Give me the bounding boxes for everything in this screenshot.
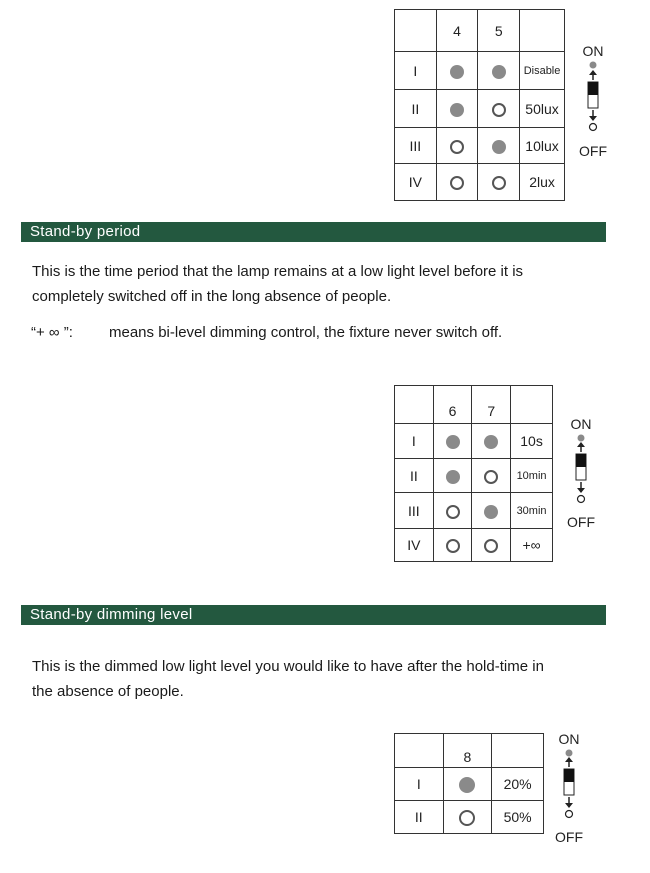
off-circle-icon bbox=[446, 505, 460, 519]
row-value: Disable bbox=[520, 52, 565, 90]
row-value: 20% bbox=[492, 768, 544, 801]
on-dot-icon bbox=[459, 777, 475, 793]
row-label: I bbox=[395, 768, 444, 801]
header-value bbox=[520, 10, 565, 52]
header-switch-8: 8 bbox=[443, 734, 492, 768]
switch-4-state bbox=[436, 90, 478, 128]
header-value bbox=[511, 386, 553, 424]
row-label: IV bbox=[395, 529, 434, 562]
switch-7-state bbox=[472, 529, 511, 562]
row-label: II bbox=[395, 801, 444, 834]
on-dot-icon bbox=[446, 470, 460, 484]
row-value: 10lux bbox=[520, 128, 565, 164]
header-empty bbox=[395, 10, 437, 52]
switch-legend bbox=[573, 42, 613, 160]
switch-7-state bbox=[472, 493, 511, 529]
on-dot-icon bbox=[484, 435, 498, 449]
on-label: ON bbox=[570, 416, 592, 432]
off-label: OFF bbox=[555, 829, 583, 845]
switch-6-state bbox=[433, 424, 472, 459]
row-value: 10min bbox=[511, 459, 553, 493]
section-header-standby-period: Stand-by period bbox=[21, 222, 606, 242]
switch-4-state bbox=[436, 128, 478, 164]
off-circle-icon bbox=[450, 140, 464, 154]
standby-dimming-description bbox=[32, 654, 642, 704]
switch-legend bbox=[561, 415, 601, 531]
row-label: III bbox=[395, 493, 434, 529]
standby-period-description bbox=[32, 259, 642, 309]
header-switch-4: 4 bbox=[436, 10, 478, 52]
on-dot-icon bbox=[492, 65, 506, 79]
dip-table-standby-period bbox=[394, 385, 553, 562]
row-value: 10s bbox=[511, 424, 553, 459]
on-dot-icon bbox=[446, 435, 460, 449]
dip-table-lux bbox=[394, 9, 565, 201]
row-label: III bbox=[395, 128, 437, 164]
switch-7-state bbox=[472, 424, 511, 459]
off-circle-icon bbox=[492, 103, 506, 117]
switch-8-state bbox=[443, 768, 492, 801]
switch-5-state bbox=[478, 90, 520, 128]
dip-switch-icon bbox=[583, 60, 603, 142]
infinity-note-text: means bi-level dimming control, the fixture never switch off. bbox=[109, 324, 503, 341]
dip-table-dimming-level bbox=[394, 733, 544, 834]
switch-4-state bbox=[436, 164, 478, 201]
on-dot-icon bbox=[484, 505, 498, 519]
dip-switch-icon bbox=[571, 433, 591, 513]
off-circle-icon bbox=[492, 176, 506, 190]
row-label: II bbox=[395, 459, 434, 493]
header-switch-5: 5 bbox=[478, 10, 520, 52]
row-value: 50lux bbox=[520, 90, 565, 128]
switch-6-state bbox=[433, 529, 472, 562]
switch-6-state bbox=[433, 459, 472, 493]
off-circle-icon bbox=[459, 810, 475, 826]
header-empty bbox=[395, 386, 434, 424]
switch-4-state bbox=[436, 52, 478, 90]
row-value: 2lux bbox=[520, 164, 565, 201]
off-label: OFF bbox=[567, 514, 595, 530]
on-dot-icon bbox=[450, 103, 464, 117]
on-dot-icon bbox=[450, 65, 464, 79]
row-value: +∞ bbox=[511, 529, 553, 562]
row-label: I bbox=[395, 52, 437, 90]
switch-5-state bbox=[478, 128, 520, 164]
header-empty bbox=[395, 734, 444, 768]
header-switch-6: 6 bbox=[433, 386, 472, 424]
switch-legend bbox=[549, 730, 589, 846]
off-circle-icon bbox=[484, 539, 498, 553]
on-dot-icon bbox=[492, 140, 506, 154]
on-label: ON bbox=[582, 43, 604, 59]
paragraph-line: This is the time period that the lamp remains at a low light level before it is bbox=[32, 263, 524, 280]
paragraph-line: This is the dimmed low light level you would like to have after the hold-time in bbox=[32, 658, 544, 675]
infinity-symbol: “+ ∞ ”: bbox=[31, 324, 73, 341]
header-value bbox=[492, 734, 544, 768]
section-header-standby-dimming: Stand-by dimming level bbox=[21, 605, 606, 625]
header-switch-7: 7 bbox=[472, 386, 511, 424]
row-value: 50% bbox=[492, 801, 544, 834]
off-circle-icon bbox=[484, 470, 498, 484]
row-label: IV bbox=[395, 164, 437, 201]
off-label: OFF bbox=[579, 143, 607, 159]
switch-8-state bbox=[443, 801, 492, 834]
off-circle-icon bbox=[450, 176, 464, 190]
on-label: ON bbox=[558, 731, 580, 747]
off-circle-icon bbox=[446, 539, 460, 553]
infinity-note bbox=[31, 320, 502, 345]
row-label: I bbox=[395, 424, 434, 459]
switch-5-state bbox=[478, 164, 520, 201]
switch-5-state bbox=[478, 52, 520, 90]
switch-6-state bbox=[433, 493, 472, 529]
switch-7-state bbox=[472, 459, 511, 493]
paragraph-line: completely switched off in the long absence of people. bbox=[32, 288, 392, 305]
row-value: 30min bbox=[511, 493, 553, 529]
paragraph-line: the absence of people. bbox=[32, 683, 184, 700]
dip-switch-icon bbox=[559, 748, 579, 828]
row-label: II bbox=[395, 90, 437, 128]
